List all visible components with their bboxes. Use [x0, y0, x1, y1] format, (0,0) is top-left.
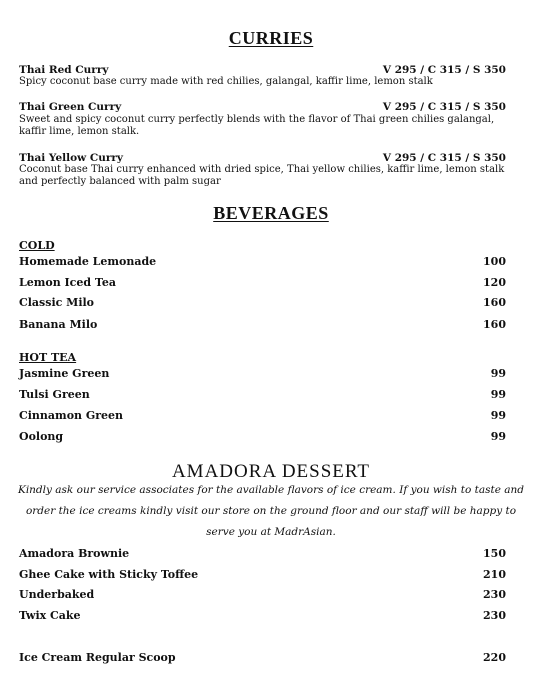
menu-item-thai-red-curry	[19, 64, 506, 76]
item-price: 160	[483, 318, 506, 331]
item-name: Banana Milo	[19, 318, 98, 331]
item-name: Cinnamon Green	[19, 409, 124, 422]
item-name: Underbaked	[19, 588, 95, 601]
item-name: Tulsi Green	[19, 388, 90, 401]
item-name: Twix Cake	[19, 609, 81, 622]
curries-heading: CURRIES	[228, 28, 314, 48]
menu-item-jasmine-green	[19, 367, 506, 380]
dessert-heading: AMADORA DESSERT	[171, 461, 371, 482]
item-price: 230	[483, 609, 506, 622]
item-name: Homemade Lemonade	[19, 255, 157, 268]
hot-tea-subheading: HOT TEA	[19, 351, 77, 364]
item-name: Classic Milo	[19, 296, 95, 309]
ice-cream-note: Kindly ask our service associates for the available flavors of ice cream. If you wish to taste and order the ice creams kindly visit our store on the ground floor and our staff will be happy to serve you at MadrAsian.	[17, 484, 525, 538]
menu-item-tulsi-green	[19, 388, 506, 401]
menu-item-ghee-cake	[19, 568, 506, 581]
menu-item-banana-milo	[19, 318, 506, 331]
cold-subheading: COLD	[19, 239, 55, 252]
item-price: 160	[483, 296, 506, 309]
menu-item-twix-cake	[19, 609, 506, 622]
menu-item-homemade-lemonade	[19, 255, 506, 268]
item-price: 120	[483, 276, 506, 289]
item-price: V 295 / C 315 / S 350	[382, 64, 506, 76]
menu-item-amadora-brownie	[19, 547, 506, 560]
menu-item-cinnamon-green	[19, 409, 506, 422]
item-name: Ghee Cake with Sticky Toffee	[19, 568, 199, 581]
item-price: 210	[483, 568, 506, 581]
item-name: Jasmine Green	[19, 367, 110, 380]
item-price: 100	[483, 255, 506, 268]
item-description: Sweet and spicy coconut curry perfectly blends with the flavor of Thai green chilies galangal, kaffir lime, lemon stalk.	[19, 114, 495, 137]
item-price: 99	[490, 430, 506, 443]
item-price: 99	[490, 367, 506, 380]
menu-item-thai-green-curry	[19, 101, 506, 113]
menu-item-lemon-iced-tea	[19, 276, 506, 289]
item-price: 220	[483, 651, 506, 664]
menu-item-oolong	[19, 430, 506, 443]
item-name: Amadora Brownie	[19, 547, 130, 560]
item-price: V 295 / C 315 / S 350	[382, 152, 506, 164]
menu-item-classic-milo	[19, 296, 506, 309]
menu-item-ice-cream-scoop	[19, 651, 506, 664]
item-price: 99	[490, 409, 506, 422]
item-name: Thai Yellow Curry	[19, 152, 123, 164]
item-price: V 295 / C 315 / S 350	[382, 101, 506, 113]
menu-item-thai-yellow-curry	[19, 152, 506, 164]
item-name: Thai Red Curry	[19, 64, 109, 76]
item-name: Ice Cream Regular Scoop	[19, 651, 176, 664]
item-price: 99	[490, 388, 506, 401]
item-description: Spicy coconut base curry made with red chilies, galangal, kaffir lime, lemon stalk	[19, 76, 433, 87]
item-name: Thai Green Curry	[19, 101, 122, 113]
item-price: 230	[483, 588, 506, 601]
beverages-heading: BEVERAGES	[213, 203, 329, 223]
item-name: Oolong	[19, 430, 64, 443]
item-description: Coconut base Thai curry enhanced with dried spice, Thai yellow chilies, kaffir lime, lemon stalk and perfectly balanced with palm sugar	[19, 164, 505, 187]
menu-item-underbaked	[19, 588, 506, 601]
item-price: 150	[483, 547, 506, 560]
item-name: Lemon Iced Tea	[19, 276, 116, 289]
